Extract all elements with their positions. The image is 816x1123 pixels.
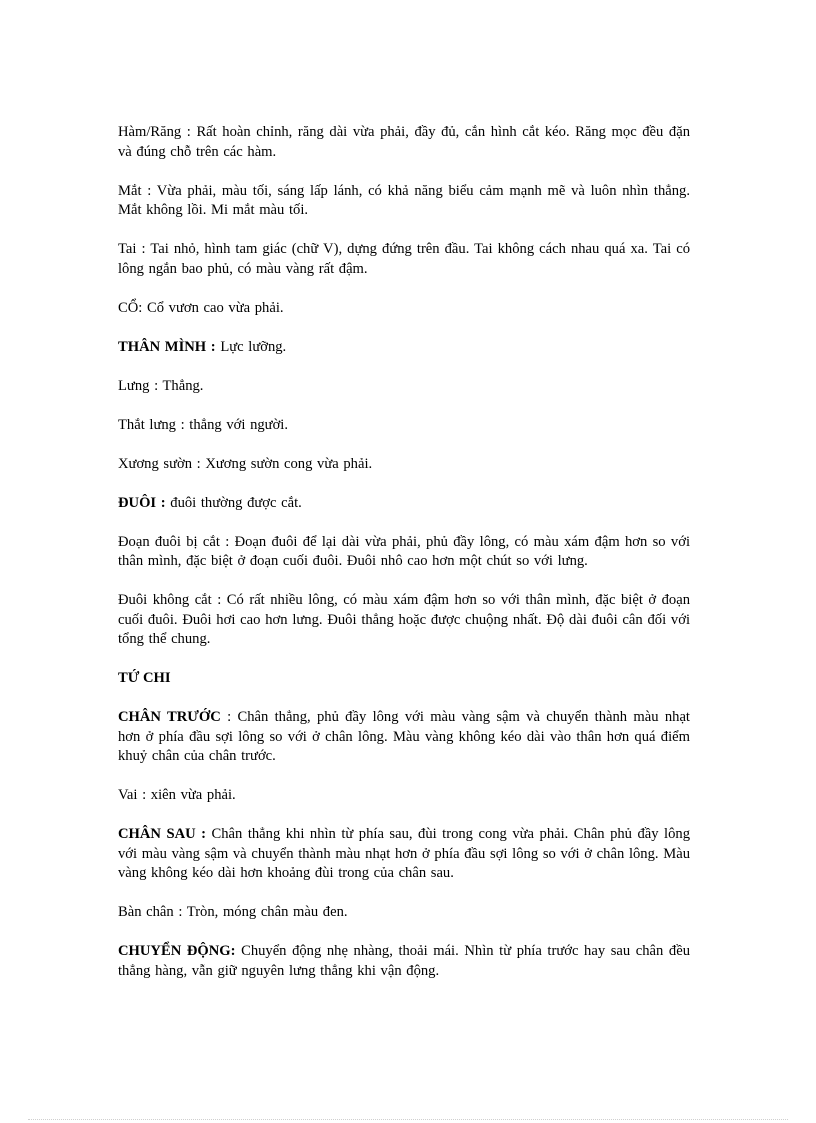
paragraph-text: Chuyển động nhẹ nhàng, thoải mái. Nhìn từ phía trước hay sau chân đều thẳng hàng, vẫn giữ nguyên lưng thẳng khi vận động. — [118, 943, 690, 979]
paragraph-text: Xương sườn : Xương sườn cong vừa phải. — [118, 455, 373, 472]
paragraph-text: Đuôi không cắt : Có rất nhiều lông, có màu xám đậm hơn so với thân mình, đặc biệt ở đoạn cuối đuôi. Đuôi hơi cao hơn lưng. Đuôi thẳng hoặc được chuộng nhất. Độ dài đuôi cân đối với tổng thể chung. — [118, 592, 690, 647]
paragraph-label: ĐUÔI : — [118, 494, 166, 511]
paragraph-that-lung — [118, 416, 690, 436]
paragraph-label: THÂN MÌNH : — [118, 338, 216, 355]
paragraph-chuyen-dong — [118, 942, 690, 981]
page-bottom-divider — [28, 1119, 788, 1120]
paragraph-text: Hàm/Răng : Rất hoàn chỉnh, răng dài vừa phải, đầy đủ, cắn hình cắt kéo. Răng mọc đều đặn và đúng chỗ trên các hàm. — [118, 124, 690, 160]
paragraph-duoi — [118, 494, 690, 514]
document-body — [118, 123, 690, 1001]
paragraph-text: Vai : xiên vừa phải. — [118, 787, 236, 803]
paragraph-than-minh — [118, 338, 690, 358]
section-heading-tu-chi: TỨ CHI — [118, 670, 171, 686]
paragraph-lung — [118, 377, 690, 397]
paragraph-co — [118, 299, 690, 319]
paragraph-ham-rang — [118, 123, 690, 162]
paragraph-text: Tai : Tai nhỏ, hình tam giác (chữ V), dựng đứng trên đầu. Tai không cách nhau quá xa. Tai có lông ngắn bao phủ, có màu vàng rất đậm. — [118, 241, 690, 277]
paragraph-ban-chan — [118, 903, 690, 923]
paragraph-chan-sau — [118, 825, 690, 884]
paragraph-xuong-suon — [118, 455, 690, 475]
paragraph-text: Chân thẳng khi nhìn từ phía sau, đùi trong cong vừa phải. Chân phủ đầy lông với màu vàng sậm và chuyển thành màu nhạt hơn ở phía đầu sợi lông so với ở chân lông. Màu vàng không kéo dài hơn khoảng đùi trong của chân sau. — [118, 826, 690, 881]
paragraph-text: Mắt : Vừa phải, màu tối, sáng lấp lánh, có khả năng biểu cảm mạnh mẽ và luôn nhìn thẳng. Mắt không lồi. Mi mắt màu tối. — [118, 182, 690, 218]
paragraph-text: Đoạn đuôi bị cắt : Đoạn đuôi để lại dài vừa phải, phủ đầy lông, có màu xám đậm hơn so với thân mình, đặc biệt ở đoạn cuối đuôi. Đuôi nhô cao hơn một chút so với lưng. — [118, 533, 690, 569]
paragraph-chan-truoc — [118, 708, 690, 767]
paragraph-text: Thắt lưng : thẳng với người. — [118, 416, 289, 433]
paragraph-vai — [118, 786, 690, 806]
paragraph-doan-duoi-bi-cat — [118, 533, 690, 572]
paragraph-tai — [118, 240, 690, 279]
paragraph-text: CỔ: Cổ vươn cao vừa phải. — [118, 299, 284, 316]
paragraph-mat — [118, 182, 690, 221]
paragraph-text: Bàn chân : Tròn, móng chân màu đen. — [118, 904, 348, 920]
paragraph-text: đuôi thường được cắt. — [165, 494, 302, 511]
paragraph-duoi-khong-cat — [118, 591, 690, 650]
paragraph-text: Lưng : Thẳng. — [118, 377, 204, 394]
paragraph-label: CHÂN SAU : — [118, 826, 207, 842]
paragraph-text: Lực lưỡng. — [215, 338, 287, 355]
paragraph-label: CHUYỂN ĐỘNG: — [118, 943, 236, 959]
paragraph-label: CHÂN TRƯỚC — [118, 709, 221, 725]
paragraph-text: : Chân thẳng, phủ đầy lông với màu vàng sậm và chuyển thành màu nhạt hơn ở phía đầu sợi lông so với ở chân lông. Màu vàng không kéo dài vào thân hơn quá điểm khuỷ chân của chân trước. — [118, 709, 690, 764]
